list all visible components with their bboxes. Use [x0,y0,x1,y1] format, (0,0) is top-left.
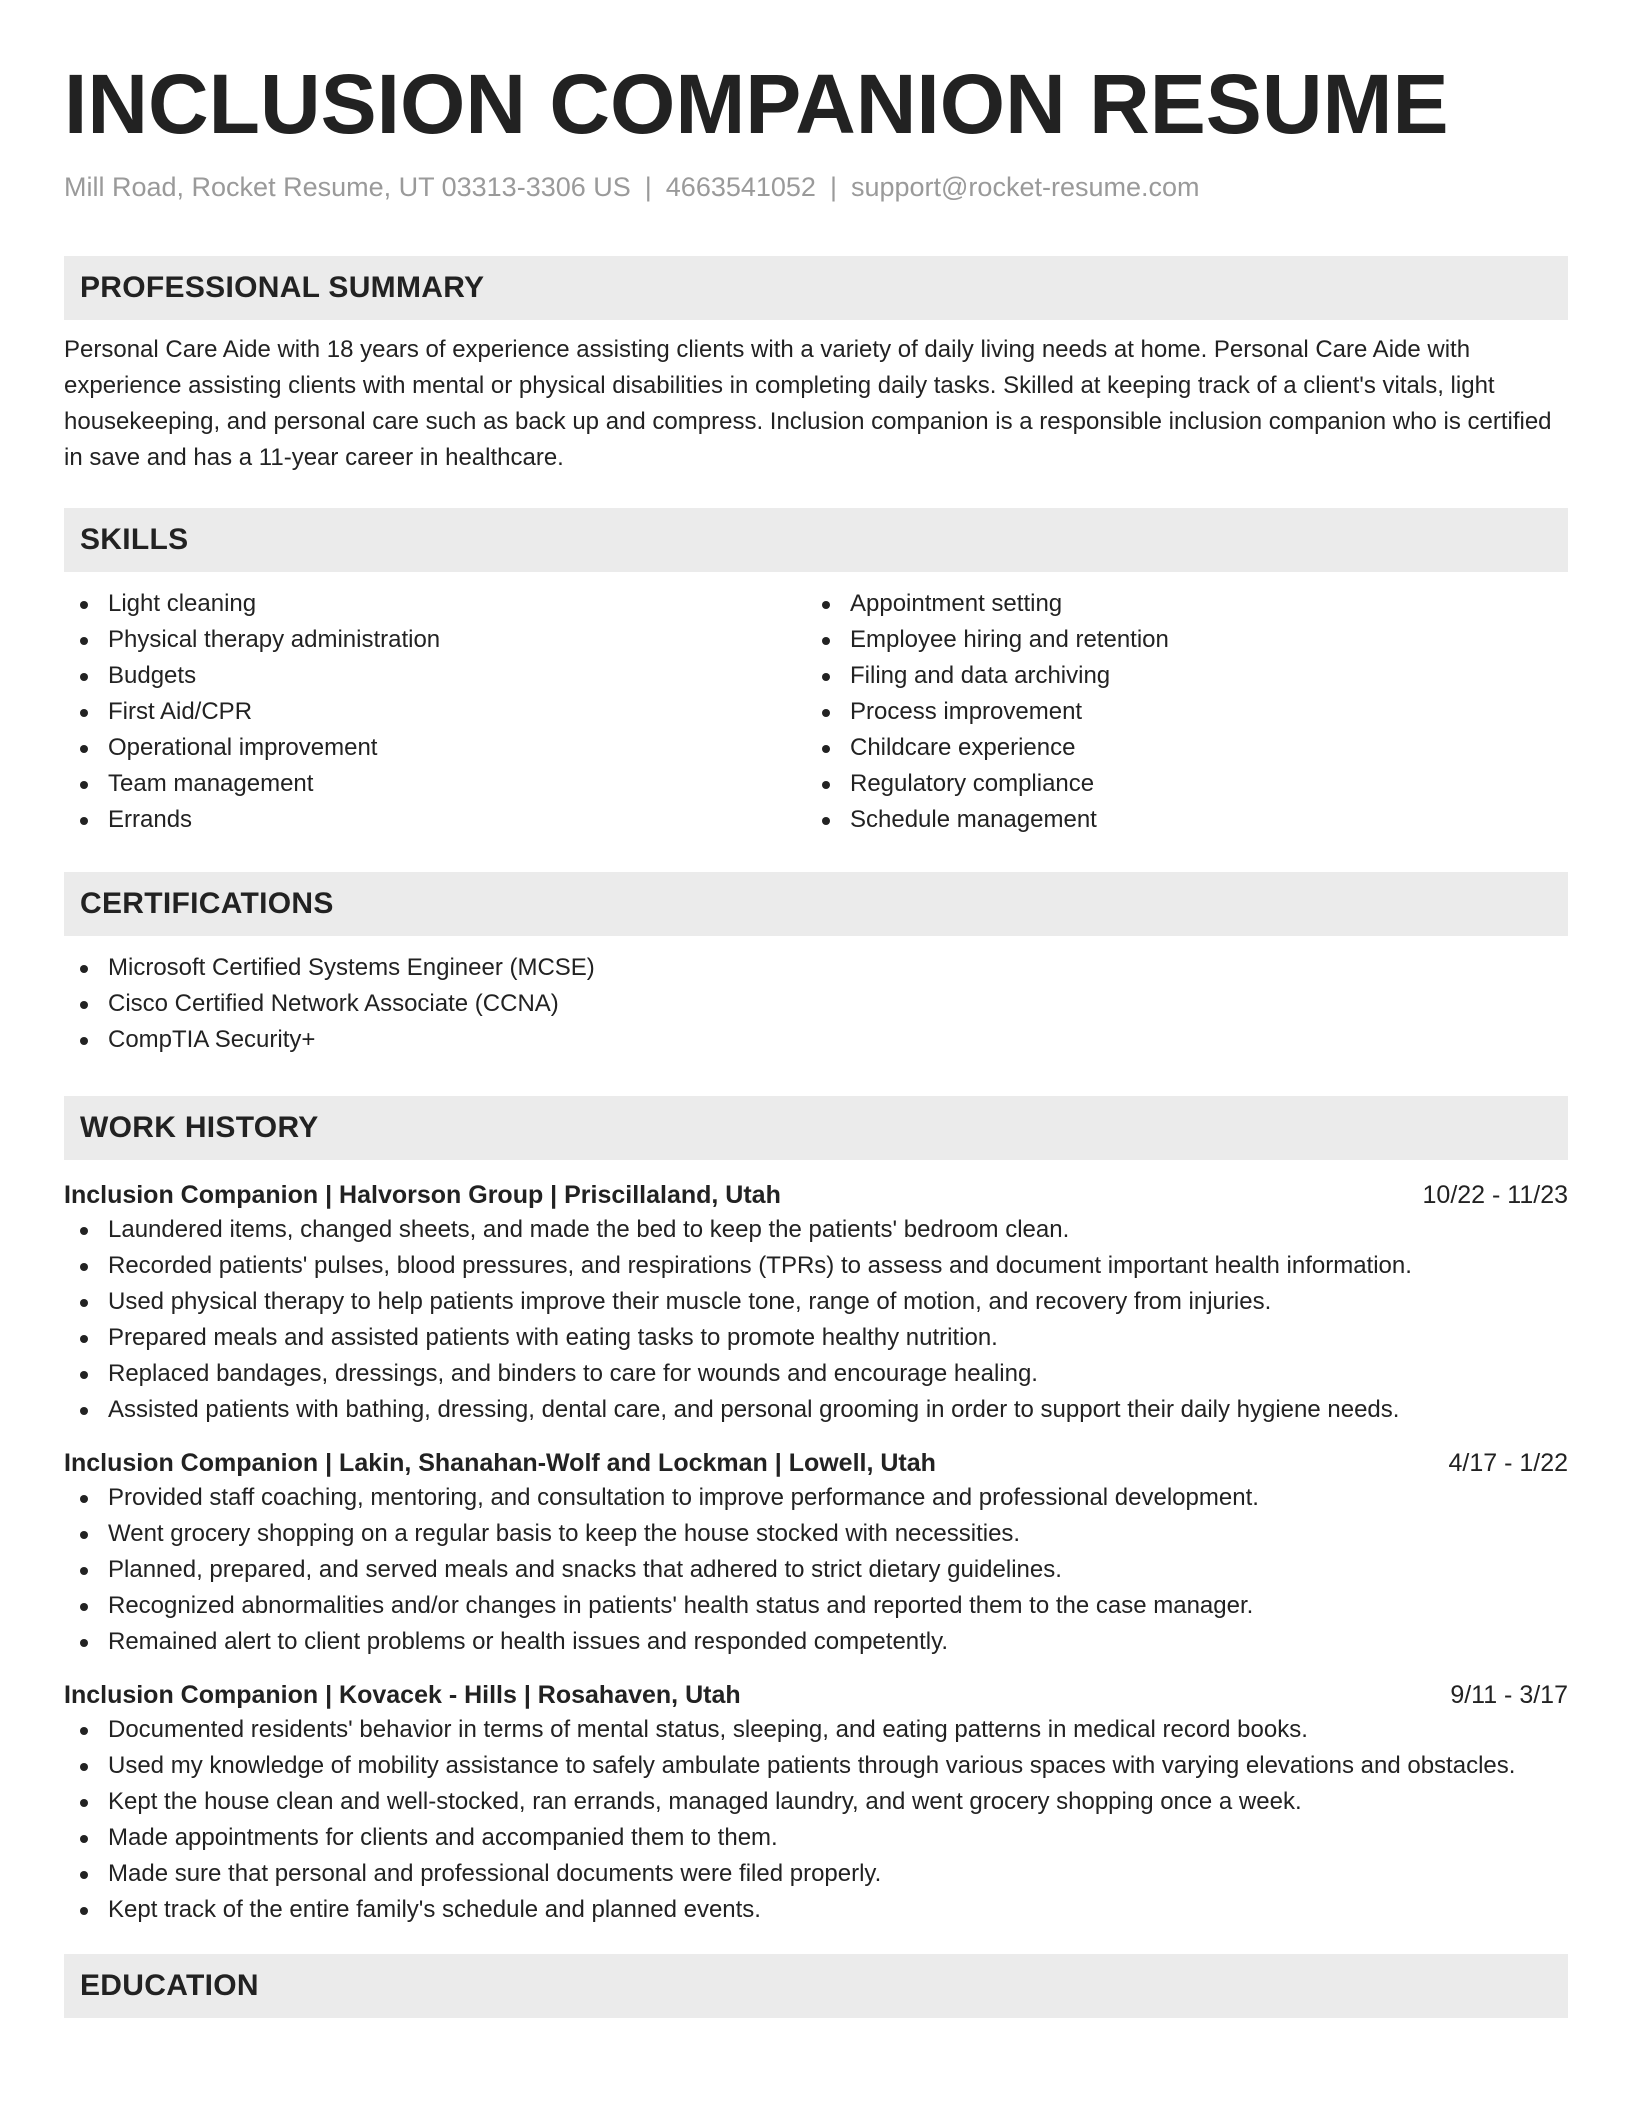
job-entry [64,1678,1568,1928]
skill-item: Schedule management [806,802,1548,838]
skill-item: First Aid/CPR [64,694,806,730]
job-title: Inclusion Companion | Halvorson Group | Priscillaland, Utah [64,1181,781,1209]
job-entry [64,1178,1568,1428]
job-duty-item: Went grocery shopping on a regular basis to keep the house stocked with necessities. [64,1516,1568,1552]
job-duty-item: Made sure that personal and professional documents were filed properly. [64,1856,1568,1892]
job-duty-item: Laundered items, changed sheets, and made the bed to keep the patients' bedroom clean. [64,1212,1568,1248]
skill-item: Team management [64,766,806,802]
skills-left-column [64,586,806,838]
job-duty-item: Remained alert to client problems or health issues and responded competently. [64,1624,1568,1660]
certifications-heading: CERTIFICATIONS [64,872,1568,936]
job-dates: 4/17 - 1/22 [1448,1449,1568,1477]
skill-item: Process improvement [806,694,1548,730]
job-header [64,1178,1568,1212]
job-duty-item: Kept the house clean and well-stocked, ran errands, managed laundry, and went grocery shopping once a week. [64,1784,1568,1820]
skills-right-column [806,586,1548,838]
job-duty-item: Documented residents' behavior in terms of mental status, sleeping, and eating patterns in medical record books. [64,1712,1568,1748]
job-duty-item: Assisted patients with bathing, dressing, dental care, and personal grooming in order to support their daily hygiene needs. [64,1392,1568,1428]
job-duty-item: Used my knowledge of mobility assistance to safely ambulate patients through various spaces with varying elevations and obstacles. [64,1748,1568,1784]
job-dates: 10/22 - 11/23 [1422,1181,1568,1209]
job-dates: 9/11 - 3/17 [1450,1681,1568,1709]
job-duty-item: Prepared meals and assisted patients with eating tasks to promote healthy nutrition. [64,1320,1568,1356]
job-duty-item: Made appointments for clients and accompanied them to them. [64,1820,1568,1856]
summary-heading: PROFESSIONAL SUMMARY [64,256,1568,320]
job-title: Inclusion Companion | Kovacek - Hills | Rosahaven, Utah [64,1681,741,1709]
skill-item: Errands [64,802,806,838]
job-duty-item: Recorded patients' pulses, blood pressures, and respirations (TPRs) to assess and document important health information. [64,1248,1568,1284]
job-header [64,1678,1568,1712]
job-duties-list [64,1480,1568,1660]
job-header [64,1446,1568,1480]
resume-page [64,0,1568,2018]
work-history-heading: WORK HISTORY [64,1096,1568,1160]
job-duty-item: Provided staff coaching, mentoring, and consultation to improve performance and professional development. [64,1480,1568,1516]
skill-item: Childcare experience [806,730,1548,766]
skill-item: Budgets [64,658,806,694]
skill-item: Light cleaning [64,586,806,622]
skill-item: Regulatory compliance [806,766,1548,802]
job-duty-item: Used physical therapy to help patients improve their muscle tone, range of motion, and recovery from injuries. [64,1284,1568,1320]
skills-heading: SKILLS [64,508,1568,572]
job-duty-item: Planned, prepared, and served meals and snacks that adhered to strict dietary guidelines. [64,1552,1568,1588]
certification-item: CompTIA Security+ [64,1022,1568,1058]
contact-separator: | [644,172,652,202]
job-duties-list [64,1712,1568,1928]
contact-email: support@rocket-resume.com [850,172,1200,202]
contact-line [64,170,1568,204]
certifications-list [64,950,1568,1058]
skill-item: Filing and data archiving [806,658,1548,694]
job-duty-item: Kept track of the entire family's schedule and planned events. [64,1892,1568,1928]
contact-address: Mill Road, Rocket Resume, UT 03313-3306 US [64,172,631,202]
job-entry [64,1446,1568,1660]
job-duty-item: Replaced bandages, dressings, and binders to care for wounds and encourage healing. [64,1356,1568,1392]
resume-title: INCLUSION COMPANION RESUME [64,57,1449,151]
contact-phone: 4663541052 [665,172,816,202]
certification-item: Cisco Certified Network Associate (CCNA) [64,986,1568,1022]
skill-item: Employee hiring and retention [806,622,1548,658]
contact-separator: | [829,172,837,202]
certification-item: Microsoft Certified Systems Engineer (MCSE) [64,950,1568,986]
skill-item: Appointment setting [806,586,1548,622]
summary-text: Personal Care Aide with 18 years of experience assisting clients with a variety of daily living needs at home. Personal Care Aide with experience assisting clients with mental or physical disabilities in completing daily tasks. Skilled at keeping track of a client's vitals, light housekeeping, and personal care such as back up and compress. Inclusion companion is a responsible inclusion companion who is certified in save and has a 11-year career in healthcare. [64,336,1552,471]
job-duty-item: Recognized abnormalities and/or changes in patients' health status and reported them to the case manager. [64,1588,1568,1624]
job-title: Inclusion Companion | Lakin, Shanahan-Wolf and Lockman | Lowell, Utah [64,1449,936,1477]
skill-item: Operational improvement [64,730,806,766]
education-heading: EDUCATION [64,1954,1568,2018]
job-duties-list [64,1212,1568,1428]
skill-item: Physical therapy administration [64,622,806,658]
skills-grid [64,586,1568,838]
